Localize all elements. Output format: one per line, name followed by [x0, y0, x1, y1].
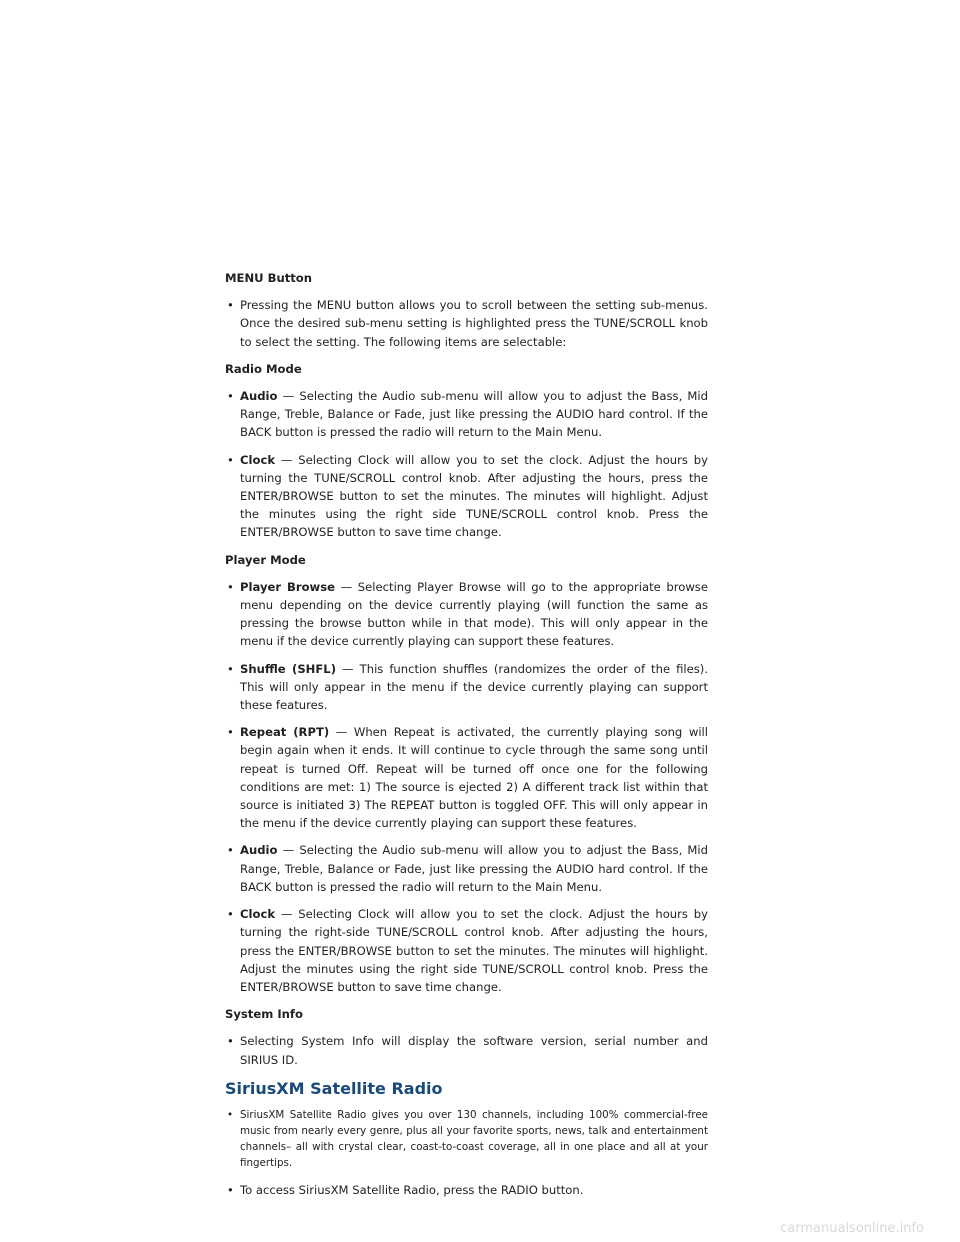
menu-button-heading: MENU Button	[225, 271, 313, 285]
player-mode-heading: Player Mode	[225, 552, 306, 567]
radio-mode-clock-item	[225, 451, 708, 542]
siriusxm-access-item: • To access SiriusXM Satellite Radio, press the RADIO button.	[225, 1181, 708, 1199]
system-info-heading: System Info	[225, 1007, 303, 1022]
menu-intro-item: • Pressing the MENU button allows you to scroll between the setting sub-menus. Once the desired sub-menu setting is highlighted press the TUNE/SCROLL knob to select the setting. The following items are selectable:	[225, 296, 708, 351]
shuffle-item	[225, 660, 708, 715]
item-text: — Selecting the Audio sub-menu will allow you to adjust the Bass, Mid Range, Treble, Balance or Fade, just like pressing the AUDIO hard control. If the BACK button is pressed the radio will return to the Main Menu.	[240, 843, 708, 894]
item-term: Audio	[240, 843, 278, 858]
system-info-list	[225, 1032, 708, 1068]
player-clock-item	[225, 905, 708, 996]
player-browse-item	[225, 578, 708, 651]
item-text: — This function shuffles (randomizes the order of the files). This will only appear in the menu if the device currently playing can support these features.	[240, 661, 708, 713]
radio-mode-audio-item	[225, 387, 708, 442]
page-content	[225, 269, 708, 1208]
siriusxm-description-item: • SiriusXM Satellite Radio gives you over 130 channels, including 100% commercial-free music from nearly every genre, plus all your favorite sports, news, talk and entertainment channels– all with crystal clear, coast-to-coast coverage, all in one place and all at your fingertips.	[225, 1107, 708, 1172]
player-audio-item	[225, 841, 708, 896]
item-term: Clock	[240, 452, 276, 467]
item-term: Clock	[240, 907, 276, 922]
siriusxm-heading: SiriusXM Satellite Radio	[225, 1078, 443, 1098]
watermark-text: carmanualsonline.info	[780, 1220, 924, 1236]
item-term: Shuffle (SHFL)	[240, 661, 336, 676]
radio-mode-heading: Radio Mode	[225, 361, 302, 376]
siriusxm-list	[225, 1107, 708, 1199]
item-text: — Selecting Clock will allow you to set the clock. Adjust the hours by turning the right-side TUNE/SCROLL control knob. After adjusting the hours, press the ENTER/BROWSE button to set the minutes. The minutes will highlight. Adjust the minutes using the right side TUNE/SCROLL control knob. Press the ENTER/BROWSE button to save time change.	[240, 907, 708, 994]
item-text: — Selecting Player Browse will go to the appropriate browse menu depending on the device currently playing (will function the same as pressing the browse button while in that mode). This will only appear in the menu if the device currently playing can support these features.	[240, 579, 708, 649]
item-term: Player Browse	[240, 579, 336, 594]
system-info-item: • Selecting System Info will display the software version, serial number and SIRIUS ID.	[225, 1032, 708, 1068]
menu-button-list	[225, 296, 708, 351]
repeat-item	[225, 723, 708, 832]
item-term: Audio	[240, 389, 278, 404]
item-text: — Selecting Clock will allow you to set the clock. Adjust the hours by turning the TUNE/SCROLL control knob. After adjusting the hours, press the ENTER/BROWSE button to set the minutes. The minutes will highlight. Adjust the minutes using the right side TUNE/SCROLL control knob. Press the ENTER/BROWSE button to save time change.	[240, 452, 708, 540]
item-term: Repeat (RPT)	[240, 725, 330, 740]
item-text: — When Repeat is activated, the currently playing song will begin again when it ends. It will continue to cycle through the same song until repeat is turned Off. Repeat will be turned off once one for the following conditions are met: 1) The source is ejected 2) A different track list within that source is initiated 3) The REPEAT button is toggled OFF. This will only appear in the menu if the device currently playing can support these features.	[240, 725, 708, 831]
player-mode-list	[225, 578, 708, 996]
radio-mode-list	[225, 387, 708, 542]
item-text: — Selecting the Audio sub-menu will allow you to adjust the Bass, Mid Range, Treble, Balance or Fade, just like pressing the AUDIO hard control. If the BACK button is pressed the radio will return to the Main Menu.	[240, 389, 708, 440]
